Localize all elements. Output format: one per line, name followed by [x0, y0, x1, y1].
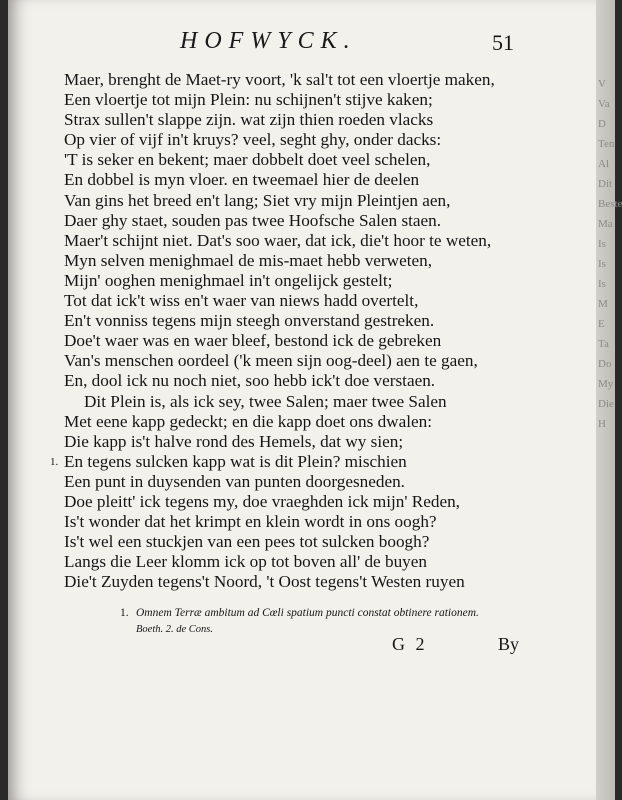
verse-line-text: Strax sullen't slappe zijn. wat zijn thien roeden vlacks: [64, 110, 434, 130]
verse-line-text: Daer ghy staet, souden pas twee Hoofsche Salen staen.: [64, 210, 442, 230]
adjacent-page-fragment: Beste: [598, 198, 622, 210]
verse-line: [8, 412, 604, 432]
verse-line-text: Myn selven menighmael de mis-maet hebb verweten,: [64, 250, 432, 270]
adjacent-page-fragment: Ten: [598, 138, 615, 150]
adjacent-page-fragment: Is: [598, 258, 606, 270]
verse-line: [8, 211, 604, 231]
verse-line: [8, 291, 604, 311]
adjacent-page-fragment: H: [598, 418, 606, 430]
adjacent-page-fragment: Is: [598, 278, 606, 290]
verse-line-text: Dit Plein is, als ick sey, twee Salen; maer twee Salen: [84, 391, 447, 411]
verse-line-text: Mijn' ooghen menighmael in't ongelijck gestelt;: [64, 270, 393, 290]
verse-line: [8, 251, 604, 271]
verse-line-text: Een punt in duysenden van punten doorgesneden.: [64, 471, 405, 491]
note-marker: 1.: [50, 455, 59, 468]
adjacent-page-fragment: M: [598, 298, 608, 310]
adjacent-page-fragment: Al: [598, 158, 609, 170]
verse-line: [8, 191, 604, 211]
verse-line: [8, 110, 604, 130]
verse-line-text: En, dool ick nu noch niet, soo hebb ick't doe verstaen.: [64, 371, 436, 391]
verse-line-text: Met eene kapp gedeckt; en die kapp doet ons dwalen:: [64, 411, 432, 431]
adjacent-page-fragment: Is: [598, 238, 606, 250]
verse-line-text: Is't wonder dat het krimpt en klein wordt in ons oogh?: [64, 512, 437, 532]
footnote-text: Omnem Terræ ambitum ad Cœli spatium puncti constat obtinere rationem.: [136, 607, 479, 619]
adjacent-page-fragment: My: [598, 378, 614, 390]
book-page: [8, 0, 604, 800]
verse-line-text: Doe't waer was en waer bleef, bestond ick de gebreken: [64, 331, 442, 351]
adjacent-page-fragment: Dit: [598, 178, 613, 190]
verse-line: [8, 492, 604, 512]
adjacent-page-fragment: D: [598, 118, 606, 130]
verse-line: [8, 70, 604, 90]
verse-line: [8, 572, 604, 592]
verse-line: [8, 311, 604, 331]
verse-line-text: Doe pleitt' ick tegens my, doe vraeghden ick mijn' Reden,: [64, 491, 460, 511]
verse-line: [8, 130, 604, 150]
verse-line-text: Maer't schijnt niet. Dat's soo waer, dat ick, die't hoor te weten,: [64, 230, 492, 250]
verse-line: [8, 331, 604, 351]
verse-line: [8, 512, 604, 532]
verse-line-text: Een vloertje tot mijn Plein: nu schijnen't stijve kaken;: [64, 90, 433, 110]
verse-line: [8, 392, 604, 412]
verse-line: [8, 170, 604, 190]
verse-line-text: Tot dat ick't wiss en't waer van niews hadd overtelt,: [64, 291, 419, 311]
adjacent-page-fragment: Ma: [598, 218, 613, 230]
adjacent-page-fragment: Ta: [598, 338, 609, 350]
verse-line-text: 'T is seker en bekent; maer dobbelt doet veel schelen,: [64, 150, 431, 170]
verse-line: [8, 90, 604, 110]
catchword: By: [498, 634, 520, 654]
adjacent-page-edge: [596, 0, 622, 800]
verse-line-text: Die kapp is't halve rond des Hemels, dat wy sien;: [64, 431, 404, 451]
verse-line-text: En't vonniss tegens mijn steegh onverstand gestreken.: [64, 311, 435, 331]
adjacent-page-fragment: Va: [598, 98, 610, 110]
verse-line: [8, 552, 604, 572]
verse-line: [8, 532, 604, 552]
verse-line-text: Maer, brenght de Maet-ry voort, 'k sal't tot een vloertje maken,: [64, 70, 495, 89]
page-number: 51: [492, 30, 514, 55]
verse-line-text: Op vier of vijf in't kruys? veel, seght ghy, onder dacks:: [64, 130, 442, 150]
footnote-number: 1.: [120, 607, 129, 619]
verse-line-text: Is't wel een stuckjen van een pees tot sulcken boogh?: [64, 532, 430, 552]
verse-line: [8, 432, 604, 452]
verse-line: [8, 472, 604, 492]
verse-line-text: Langs die Leer klomm ick op tot boven all' de buyen: [64, 552, 427, 572]
verse-body: [8, 70, 604, 592]
verse-line-text: Die't Zuyden tegens't Noord, 't Oost tegens't Westen ruyen: [64, 572, 465, 592]
adjacent-page-fragment: Die: [598, 398, 614, 410]
verse-line: [8, 150, 604, 170]
verse-line: [8, 271, 604, 291]
verse-line-text: Van's menschen oordeel ('k meen sijn oog-deel) aen te gaen,: [64, 351, 478, 371]
running-title: HOFWYCK.: [180, 28, 357, 54]
adjacent-page-fragment: V: [598, 78, 606, 90]
verse-line-text: Van gins het breed en't lang; Siet vry mijn Pleintjen aen,: [64, 190, 451, 210]
verse-line: [8, 231, 604, 251]
adjacent-page-fragment: E: [598, 318, 605, 330]
verse-line-text: En dobbel is myn vloer. en tweemael hier de deelen: [64, 170, 420, 190]
signature-mark: G 2: [392, 634, 428, 654]
footnote-source: Boeth. 2. de Cons.: [136, 624, 213, 635]
page-header: [8, 28, 604, 58]
verse-line: [8, 371, 604, 391]
verse-line: [8, 452, 604, 472]
verse-line-text: En tegens sulcken kapp wat is dit Plein? mischien: [64, 451, 407, 471]
adjacent-page-fragment: Do: [598, 358, 612, 370]
verse-line: [8, 351, 604, 371]
